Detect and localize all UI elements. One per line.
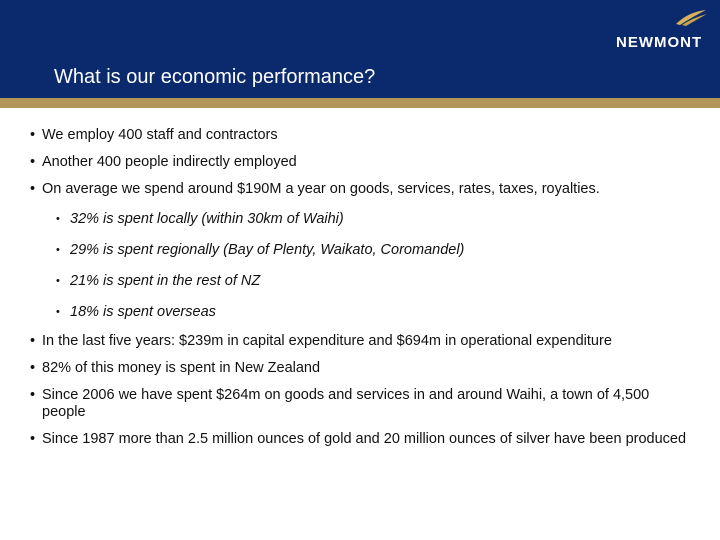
sub-bullet-text: 18% is spent overseas [70,304,216,320]
sub-bullet-dot: • [56,306,60,318]
bullet-text: Since 1987 more than 2.5 million ounces of gold and 20 million ounces of silver have been produced [42,431,687,447]
sub-bullet-dot: • [56,275,60,287]
sub-bullet-text: 21% is spent in the rest of NZ [70,273,261,289]
bullet-text: On average we spend around $190M a year on goods, services, rates, taxes, royalties. [42,181,600,197]
sub-bullet-dot: • [56,244,60,256]
bullet-dot: • [30,333,36,349]
newmont-swoosh-logo-icon [674,8,708,26]
bullet-dot: • [30,127,36,143]
bullet-dot: • [30,181,36,197]
gold-divider [0,98,720,108]
newmont-logo [612,8,712,54]
bullet-item [30,127,700,144]
header-bar [0,0,720,98]
sub-bullet-text: 29% is spent regionally (Bay of Plenty, Waikato, Coromandel) [70,242,465,258]
bullet-item [30,181,700,198]
bullet-text: We employ 400 staff and contractors [42,127,278,143]
bullet-text: Another 400 people indirectly employed [42,154,297,170]
bullet-text: 82% of this money is spent in New Zealand [42,360,321,376]
bullet-item [30,154,700,171]
sub-bullet-item [56,211,700,228]
bullet-dot: • [30,360,36,376]
bullet-text: In the last five years: $239m in capital expenditure and $694m in operational expenditure [42,333,612,349]
bullet-dot: • [30,154,36,170]
sub-bullet-item [56,273,700,290]
bullet-item [30,431,692,448]
bullet-item [30,360,700,377]
sub-bullet-text: 32% is spent locally (within 30km of Waihi) [70,211,344,227]
bullet-dot: • [30,431,36,447]
bullet-text: Since 2006 we have spent $264m on goods and services in and around Waihi, a town of 4,500 people [42,387,650,420]
bullet-item [30,333,700,350]
sub-bullet-item [56,242,700,259]
bullet-list [30,127,700,448]
bullet-item [30,387,682,421]
sub-bullet-dot: • [56,213,60,225]
logo-wordmark: NEWMONT [616,34,703,51]
slide-title: What is our economic performance? [54,66,376,88]
bullet-dot: • [30,387,36,403]
sub-bullet-item [56,304,700,321]
